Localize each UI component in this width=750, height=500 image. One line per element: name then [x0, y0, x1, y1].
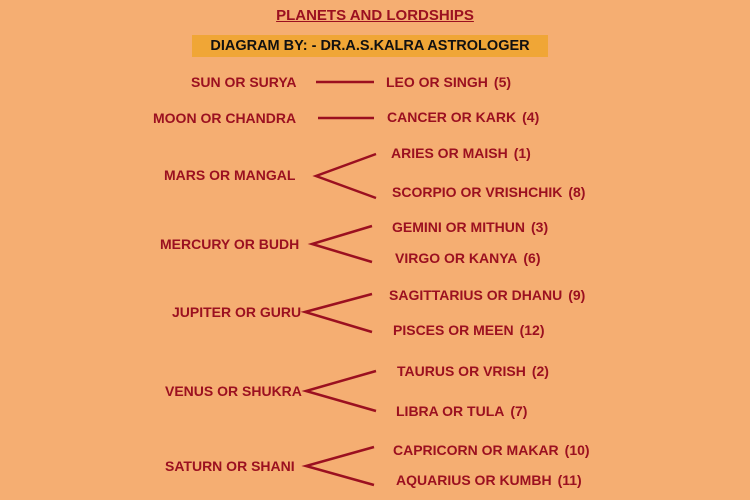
sign-number: (12) [519, 322, 545, 338]
sign-number: (9) [568, 287, 586, 303]
sign-name: GEMINI OR MITHUN [392, 219, 525, 235]
sign-leo [386, 74, 511, 90]
sign-number: (4) [522, 109, 540, 125]
sign-number: (11) [557, 472, 582, 488]
sign-name: AQUARIUS OR KUMBH [396, 472, 552, 488]
sign-scorpio [392, 184, 585, 200]
sign-virgo [395, 250, 541, 266]
connector-saturn [306, 447, 374, 485]
sign-sagittarius [389, 287, 585, 303]
planet-saturn: SATURN OR SHANI [165, 458, 295, 474]
diagram-credit: DIAGRAM BY: - DR.A.S.KALRA ASTROLOGER [192, 35, 548, 57]
sign-number: (8) [568, 184, 586, 200]
sign-cancer [387, 109, 539, 125]
sign-taurus [397, 363, 549, 379]
sign-name: PISCES OR MEEN [393, 322, 514, 338]
connector-jupiter [305, 294, 372, 332]
sign-number: (5) [493, 74, 512, 90]
sign-number: (3) [531, 219, 549, 235]
sign-number: (7) [510, 403, 528, 419]
planet-mars: MARS OR MANGAL [164, 167, 296, 183]
sign-name: VIRGO OR KANYA [395, 250, 518, 266]
sign-number: (1) [513, 145, 531, 161]
planet-mercury: MERCURY OR BUDH [160, 236, 300, 252]
sign-name: ARIES OR MAISH [391, 145, 508, 161]
planet-moon: MOON OR CHANDRA [153, 110, 297, 126]
sign-number: (10) [564, 442, 590, 458]
planet-venus: VENUS OR SHUKRA [165, 383, 302, 399]
sign-name: LIBRA OR TULA [396, 403, 505, 419]
planet-sun: SUN OR SURYA [191, 74, 297, 90]
sign-libra [396, 403, 527, 419]
sign-number: (2) [531, 363, 549, 379]
sign-pisces [393, 322, 545, 338]
sign-name: SCORPIO OR VRISHCHIK [392, 184, 563, 200]
page-title: PLANETS AND LORDSHIPS [276, 7, 474, 24]
sign-name: CAPRICORN OR MAKAR [393, 442, 559, 458]
sign-aquarius [396, 472, 582, 488]
connector-venus [306, 371, 376, 411]
sign-name: TAURUS OR VRISH [397, 363, 526, 379]
sign-name: SAGITTARIUS OR DHANU [389, 287, 563, 303]
sign-gemini [392, 219, 548, 235]
planet-jupiter: JUPITER OR GURU [172, 304, 302, 320]
connector-mars [316, 154, 376, 198]
connector-mercury [312, 226, 372, 262]
sign-capricorn [393, 442, 590, 458]
sign-name: CANCER OR KARK [387, 109, 517, 125]
sign-aries [391, 145, 531, 161]
sign-number: (6) [523, 250, 541, 266]
sign-name: LEO OR SINGH [386, 74, 488, 90]
